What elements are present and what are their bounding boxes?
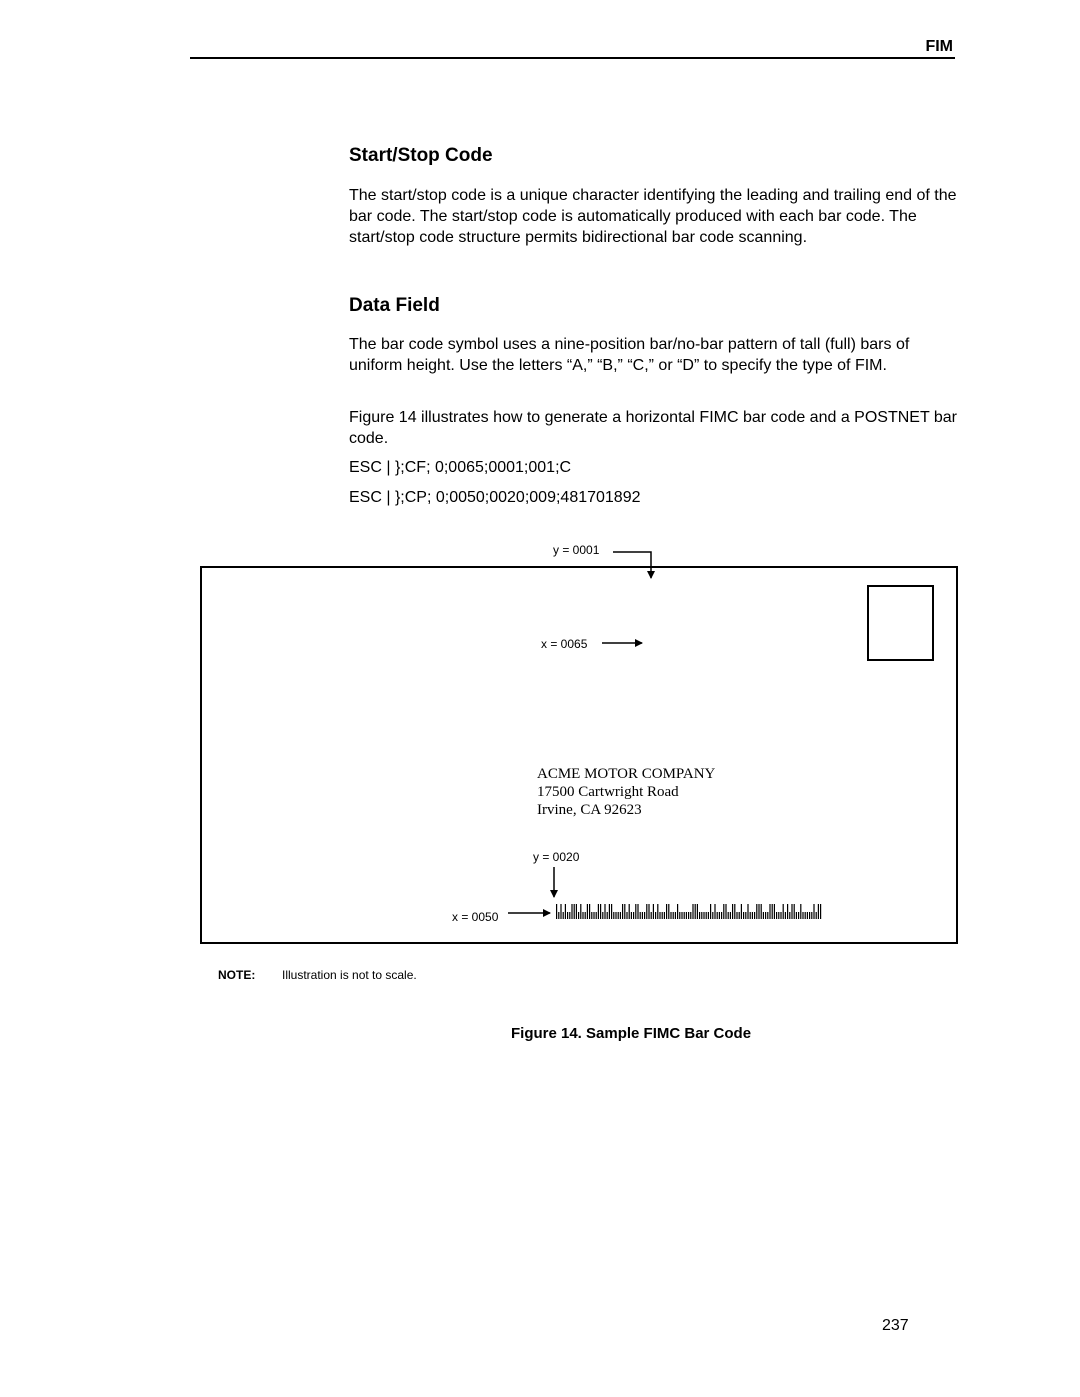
barcode-bar	[565, 904, 566, 919]
barcode-bar	[780, 912, 781, 919]
label-x-0050: x = 0050	[452, 910, 499, 924]
barcode-bar	[609, 904, 610, 919]
barcode-bar	[690, 912, 691, 919]
barcode-bar	[820, 904, 821, 919]
note-label: NOTE:	[218, 968, 256, 982]
barcode-bar	[679, 912, 680, 919]
heading-data-field: Data Field	[349, 295, 440, 316]
arrow-y-0001	[613, 552, 651, 578]
barcode-bar	[818, 904, 819, 919]
barcode-bar	[767, 912, 768, 919]
label-y-0001: y = 0001	[553, 543, 600, 557]
barcode-bar	[629, 904, 630, 919]
barcode-bar	[578, 912, 579, 919]
barcode-bar	[750, 912, 751, 919]
barcode-bar	[789, 912, 790, 919]
barcode-bar	[772, 904, 773, 919]
barcode-bar	[626, 912, 627, 919]
barcode-bar	[776, 912, 777, 919]
barcode-bar	[646, 904, 647, 919]
barcode-bar	[807, 912, 808, 919]
barcode-bar	[802, 912, 803, 919]
barcode-bar	[747, 904, 748, 919]
barcode-bar	[695, 904, 696, 919]
barcode-bar	[571, 904, 572, 919]
barcode-bar	[736, 912, 737, 919]
barcode-bar	[587, 904, 588, 919]
barcode-bar	[723, 904, 724, 919]
barcode-bar	[745, 912, 746, 919]
barcode-bar	[644, 912, 645, 919]
barcode-bar	[697, 904, 698, 919]
barcode-bar	[582, 912, 583, 919]
barcode-bar	[778, 912, 779, 919]
barcode-bar	[809, 912, 810, 919]
barcode-bar	[556, 904, 557, 919]
barcode-bar	[692, 904, 693, 919]
page-number: 237	[882, 1317, 909, 1334]
barcode-bar	[721, 912, 722, 919]
barcode-bar	[732, 904, 733, 919]
barcode-bar	[708, 912, 709, 919]
barcode-bar	[763, 912, 764, 919]
barcode-bar	[600, 904, 601, 919]
barcode-bar	[741, 904, 742, 919]
barcode-bar	[655, 912, 656, 919]
paragraph-start-stop-code: The start/stop code is a unique character identifying the leading and trailing end of the bar code. The start/stop code is automatically produced with each bar code. The start/stop code structure permits bidirectional bar code scanning.	[349, 187, 957, 246]
barcode-bar	[637, 904, 638, 919]
barcode-bar	[728, 912, 729, 919]
barcode-bar	[805, 912, 806, 919]
barcode-bar	[618, 912, 619, 919]
barcode-bar	[813, 904, 814, 919]
barcode-bar	[596, 912, 597, 919]
barcode-bar	[730, 912, 731, 919]
note-text: Illustration is not to scale.	[282, 968, 417, 982]
address-line-1: ACME MOTOR COMPANY	[537, 766, 716, 782]
barcode-bar	[796, 912, 797, 919]
barcode-bar	[604, 904, 605, 919]
barcode-bar	[774, 904, 775, 919]
barcode-bar	[631, 912, 632, 919]
barcode-bar	[761, 904, 762, 919]
barcode-bar	[602, 912, 603, 919]
barcode-bar	[598, 904, 599, 919]
barcode-bar	[794, 904, 795, 919]
barcode-bar	[611, 904, 612, 919]
barcode-bar	[710, 904, 711, 919]
barcode-bar	[558, 912, 559, 919]
barcode-bar	[648, 904, 649, 919]
barcode-bar	[622, 904, 623, 919]
barcode-bar	[712, 912, 713, 919]
barcode-bar	[787, 904, 788, 919]
barcode-bar	[754, 912, 755, 919]
barcode-bar	[811, 912, 812, 919]
barcode-bar	[800, 904, 801, 919]
barcode-bar	[798, 912, 799, 919]
barcode-bar	[666, 904, 667, 919]
label-x-0065: x = 0065	[541, 637, 588, 651]
barcode-bar	[725, 904, 726, 919]
barcode-bar	[569, 912, 570, 919]
barcode-bar	[642, 912, 643, 919]
barcode-bar	[719, 912, 720, 919]
barcode-bar	[657, 904, 658, 919]
barcode-bar	[684, 912, 685, 919]
postnet-barcode	[556, 904, 821, 919]
barcode-bar	[703, 912, 704, 919]
heading-start-stop-code: Start/Stop Code	[349, 145, 493, 166]
barcode-bar	[701, 912, 702, 919]
barcode-bar	[574, 904, 575, 919]
barcode-bar	[686, 912, 687, 919]
barcode-bar	[591, 912, 592, 919]
barcode-bar	[714, 904, 715, 919]
barcode-bar	[635, 904, 636, 919]
barcode-bar	[785, 912, 786, 919]
barcode-bar	[668, 904, 669, 919]
barcode-bar	[673, 912, 674, 919]
barcode-bar	[688, 912, 689, 919]
barcode-bar	[615, 912, 616, 919]
barcode-bar	[783, 904, 784, 919]
barcode-bar	[659, 912, 660, 919]
barcode-bar	[677, 904, 678, 919]
barcode-bar	[662, 912, 663, 919]
barcode-bar	[791, 904, 792, 919]
barcode-bar	[651, 912, 652, 919]
barcode-bar	[758, 904, 759, 919]
barcode-bar	[769, 904, 770, 919]
barcode-bar	[620, 912, 621, 919]
barcode-bar	[624, 904, 625, 919]
barcode-bar	[717, 912, 718, 919]
barcode-bar	[739, 912, 740, 919]
barcode-bar	[607, 912, 608, 919]
barcode-bar	[593, 912, 594, 919]
label-y-0020: y = 0020	[533, 850, 580, 864]
barcode-bar	[589, 904, 590, 919]
barcode-bar	[613, 912, 614, 919]
barcode-bar	[670, 912, 671, 919]
barcode-bar	[681, 912, 682, 919]
figure-caption: Figure 14. Sample FIMC Bar Code	[511, 1025, 752, 1042]
barcode-bar	[633, 912, 634, 919]
barcode-bar	[816, 912, 817, 919]
command-postnet: ESC | };CP; 0;0050;0020;009;481701892	[349, 489, 641, 506]
paragraph-data-field-1: The bar code symbol uses a nine-position bar/no-bar pattern of tall (full) bars of uniform height. Use the letters “A,” “B,” “C,” or “D” to specify the type of FIM.	[349, 336, 910, 374]
command-fimc: ESC | };CF; 0;0065;0001;001;C	[349, 459, 572, 476]
barcode-bar	[653, 904, 654, 919]
barcode-bar	[734, 904, 735, 919]
barcode-bar	[664, 912, 665, 919]
barcode-bar	[580, 904, 581, 919]
barcode-bar	[765, 912, 766, 919]
paragraph-data-field-2: Figure 14 illustrates how to generate a horizontal FIMC bar code and a POSTNET bar code.	[349, 409, 958, 447]
barcode-bar	[699, 912, 700, 919]
address-line-3: Irvine, CA 92623	[537, 802, 642, 818]
address-line-2: 17500 Cartwright Road	[537, 784, 679, 800]
barcode-bar	[563, 912, 564, 919]
barcode-bar	[576, 904, 577, 919]
barcode-bar	[567, 912, 568, 919]
running-header: FIM	[925, 38, 953, 55]
barcode-bar	[640, 912, 641, 919]
barcode-bar	[756, 904, 757, 919]
barcode-bar	[560, 904, 561, 919]
barcode-bar	[675, 912, 676, 919]
barcode-bar	[585, 912, 586, 919]
barcode-bar	[706, 912, 707, 919]
barcode-bar	[743, 912, 744, 919]
barcode-bar	[752, 912, 753, 919]
